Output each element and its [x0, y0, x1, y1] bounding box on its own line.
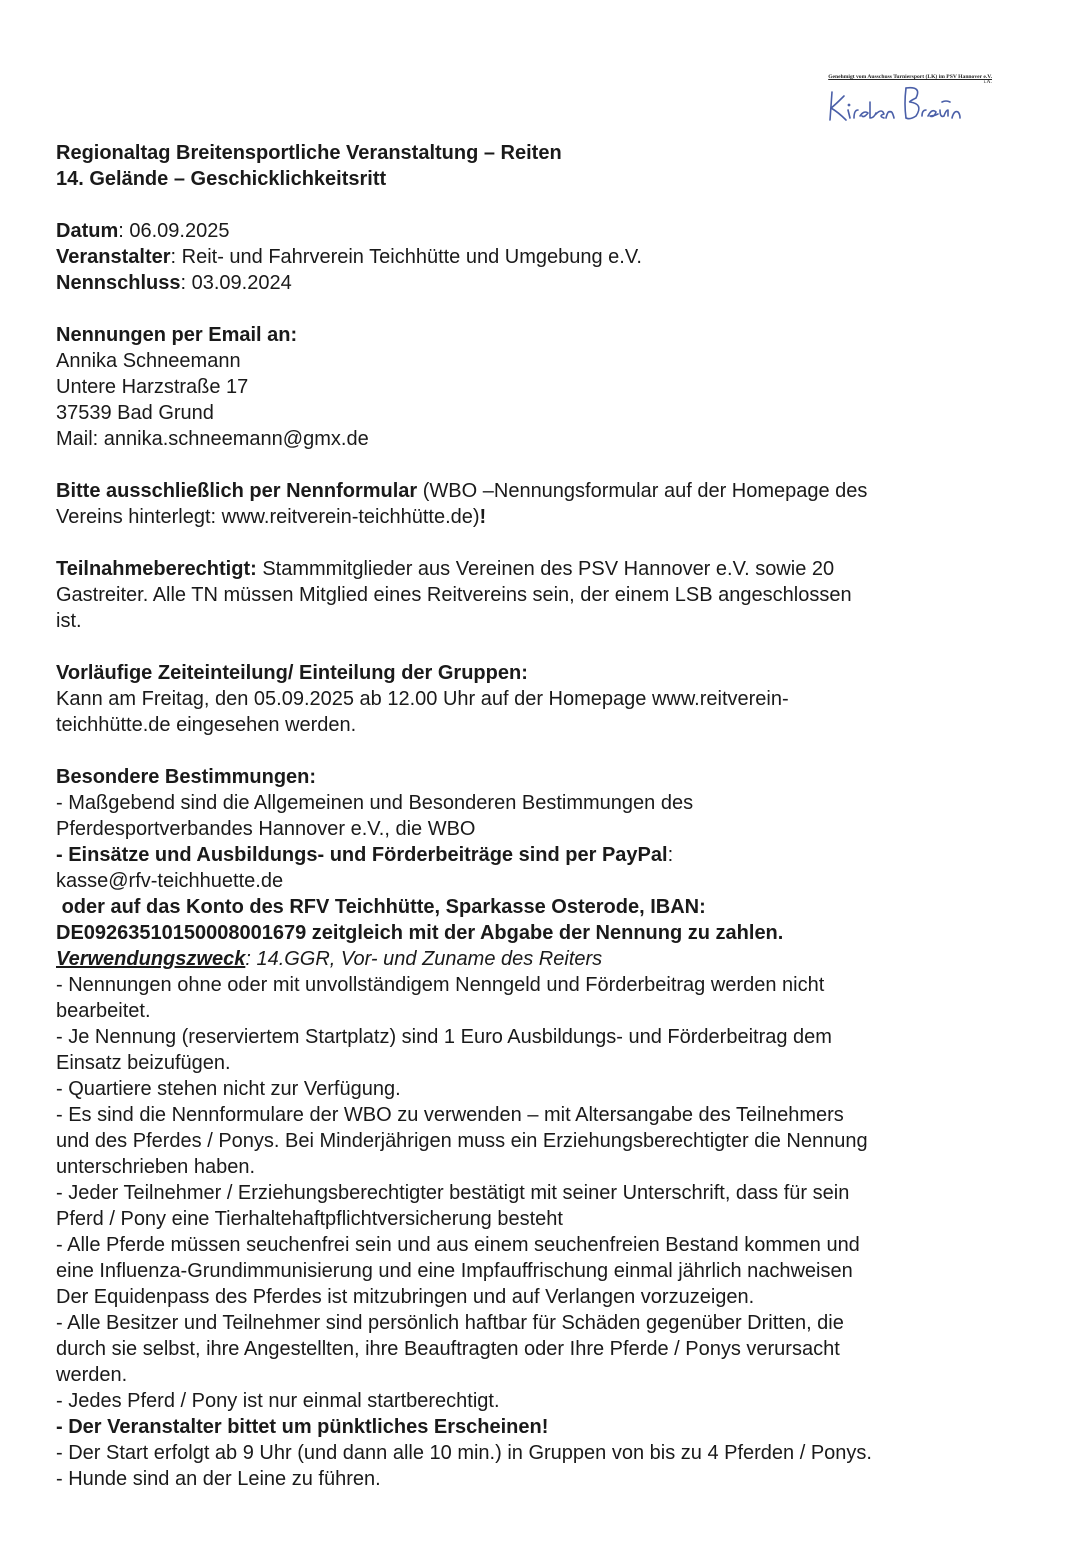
bestimmungen-line-25: - Der Veranstalter bittet um pünktliches Erscheinen! — [56, 1416, 549, 1438]
bestimmungen-line-11: Einsatz beizufügen. — [56, 1052, 231, 1074]
teilnahme-label: Teilnahmeberechtigt: — [56, 558, 257, 580]
zeiteinteilung-block — [56, 660, 986, 738]
veranstalter-label: Veranstalter — [56, 246, 171, 268]
bestimmungen-line-20: Der Equidenpass des Pferdes ist mitzubringen und auf Verlangen vorzuzeigen. — [56, 1286, 755, 1308]
formular-block — [56, 478, 986, 530]
zeiteinteilung-heading: Vorläufige Zeiteinteilung/ Einteilung der Gruppen: — [56, 662, 528, 684]
zeiteinteilung-line-2: teichhütte.de eingesehen werden. — [56, 714, 357, 736]
bestimmungen-line-9: bearbeitet. — [56, 1000, 151, 1022]
formular-excl: ! — [479, 506, 487, 528]
bestimmungen-line-5: oder auf das Konto des RFV Teichhütte, Sparkasse Osterode, IBAN: — [56, 896, 706, 918]
bestimmungen-line-15: unterschrieben haben. — [56, 1156, 256, 1178]
formular-text-2: Vereins hinterlegt: www.reitverein-teichhütte.de) — [56, 506, 480, 528]
bestimmungen-line-18: - Alle Pferde müssen seuchenfrei sein und aus einem seuchenfreien Bestand kommen und — [56, 1234, 860, 1256]
bestimmungen-line-21: - Alle Besitzer und Teilnehmer sind persönlich haftbar für Schäden gegenüber Dritten, die — [56, 1312, 844, 1334]
bestimmungen-line-22: durch sie selbst, ihre Angestellten, ihre Beauftragten oder Ihre Pferde / Ponys verursacht — [56, 1338, 840, 1360]
title-line-2: 14. Gelände – Geschicklichkeitsritt — [56, 168, 387, 190]
veranstalter-value: : Reit- und Fahrverein Teichhütte und Umgebung e.V. — [170, 246, 642, 268]
bestimmungen-line-17: Pferd / Pony eine Tierhaltehaftpflichtversicherung besteht — [56, 1208, 563, 1230]
nennschluss-row — [56, 270, 986, 296]
paypal-colon: : — [667, 844, 674, 866]
bestimmungen-line-16: - Jeder Teilnehmer / Erziehungsberechtigter bestätigt mit seiner Unterschrift, dass für sein — [56, 1182, 850, 1204]
info-block — [56, 218, 986, 296]
bestimmungen-line-10: - Je Nennung (reserviertem Startplatz) sind 1 Euro Ausbildungs- und Förderbeitrag dem — [56, 1026, 832, 1048]
handwritten-signature — [824, 80, 974, 126]
nennungen-heading: Nennungen per Email an: — [56, 324, 298, 346]
datum-label: Datum — [56, 220, 119, 242]
document-body — [56, 140, 986, 1518]
verwendungszweck-row — [56, 946, 986, 972]
formular-line-2 — [56, 504, 986, 530]
teilnahme-line-1 — [56, 556, 986, 582]
bestimmungen-line-6: DE09263510150008001679 zeitgleich mit der Abgabe der Nennung zu zahlen. — [56, 922, 784, 944]
bestimmungen-line-14: und des Pferdes / Ponys. Bei Minderjährigen muss ein Erziehungsberechtigter die Nennung — [56, 1130, 868, 1152]
bestimmungen-line-12: - Quartiere stehen nicht zur Verfügung. — [56, 1078, 401, 1100]
teilnahme-line-3: ist. — [56, 610, 82, 632]
bestimmungen-line-2: Pferdesportverbandes Hannover e.V., die WBO — [56, 818, 476, 840]
contact-mail: Mail: annika.schneemann@gmx.de — [56, 428, 369, 450]
approval-line: Genehmigt vom Ausschuss Turniersport (LK) im PSV Hannover e.V. — [828, 74, 992, 80]
verwendungszweck-label: Verwendungszweck — [56, 948, 246, 970]
title-line-1: Regionaltag Breitensportliche Veranstaltung – Reiten — [56, 142, 562, 164]
bestimmungen-line-27: - Hunde sind an der Leine zu führen. — [56, 1468, 381, 1490]
approval-ia: i.A. — [983, 79, 992, 85]
nennschluss-label: Nennschluss — [56, 272, 181, 294]
bestimmungen-line-4: kasse@rfv-teichhuette.de — [56, 870, 284, 892]
teilnahme-text-1: Stammmitglieder aus Vereinen des PSV Hannover e.V. sowie 20 — [256, 558, 835, 580]
bestimmungen-line-24: - Jedes Pferd / Pony ist nur einmal startberechtigt. — [56, 1390, 500, 1412]
bestimmungen-line-26: - Der Start erfolgt ab 9 Uhr (und dann alle 10 min.) in Gruppen von bis zu 4 Pferden / Ponys. — [56, 1442, 872, 1464]
bestimmungen-heading: Besondere Bestimmungen: — [56, 766, 317, 788]
bestimmungen-block — [56, 764, 986, 1492]
formular-bold: Bitte ausschließlich per Nennformular — [56, 480, 418, 502]
datum-value: : 06.09.2025 — [118, 220, 230, 242]
nennungen-block — [56, 322, 986, 452]
formular-text-1: (WBO –Nennungsformular auf der Homepage des — [417, 480, 868, 502]
bestimmungen-line-13: - Es sind die Nennformulare der WBO zu verwenden – mit Altersangabe des Teilnehmers — [56, 1104, 844, 1126]
contact-city: 37539 Bad Grund — [56, 402, 214, 424]
teilnahme-block — [56, 556, 986, 634]
contact-name: Annika Schneemann — [56, 350, 241, 372]
veranstalter-row — [56, 244, 986, 270]
nennschluss-value: : 03.09.2024 — [180, 272, 292, 294]
formular-line-1 — [56, 478, 986, 504]
paypal-bold: - Einsätze und Ausbildungs- und Förderbeiträge sind per PayPal — [56, 844, 668, 866]
contact-street: Untere Harzstraße 17 — [56, 376, 249, 398]
bestimmungen-line-1: - Maßgebend sind die Allgemeinen und Besonderen Bestimmungen des — [56, 792, 694, 814]
title-block — [56, 140, 986, 192]
bestimmungen-line-19: eine Influenza-Grundimmunisierung und eine Impfauffrischung einmal jährlich nachweisen — [56, 1260, 853, 1282]
zeiteinteilung-line-1: Kann am Freitag, den 05.09.2025 ab 12.00 Uhr auf der Homepage www.reitverein- — [56, 688, 789, 710]
bestimmungen-line-23: werden. — [56, 1364, 128, 1386]
bestimmungen-line-8: - Nennungen ohne oder mit unvollständigem Nenngeld und Förderbeitrag werden nicht — [56, 974, 825, 996]
bestimmungen-line-3 — [56, 842, 986, 868]
datum-row — [56, 218, 986, 244]
teilnahme-line-2: Gastreiter. Alle TN müssen Mitglied eines Reitvereins sein, der einem LSB angeschlossen — [56, 584, 852, 606]
verwendungszweck-text: : 14.GGR, Vor- und Zuname des Reiters — [245, 948, 603, 970]
